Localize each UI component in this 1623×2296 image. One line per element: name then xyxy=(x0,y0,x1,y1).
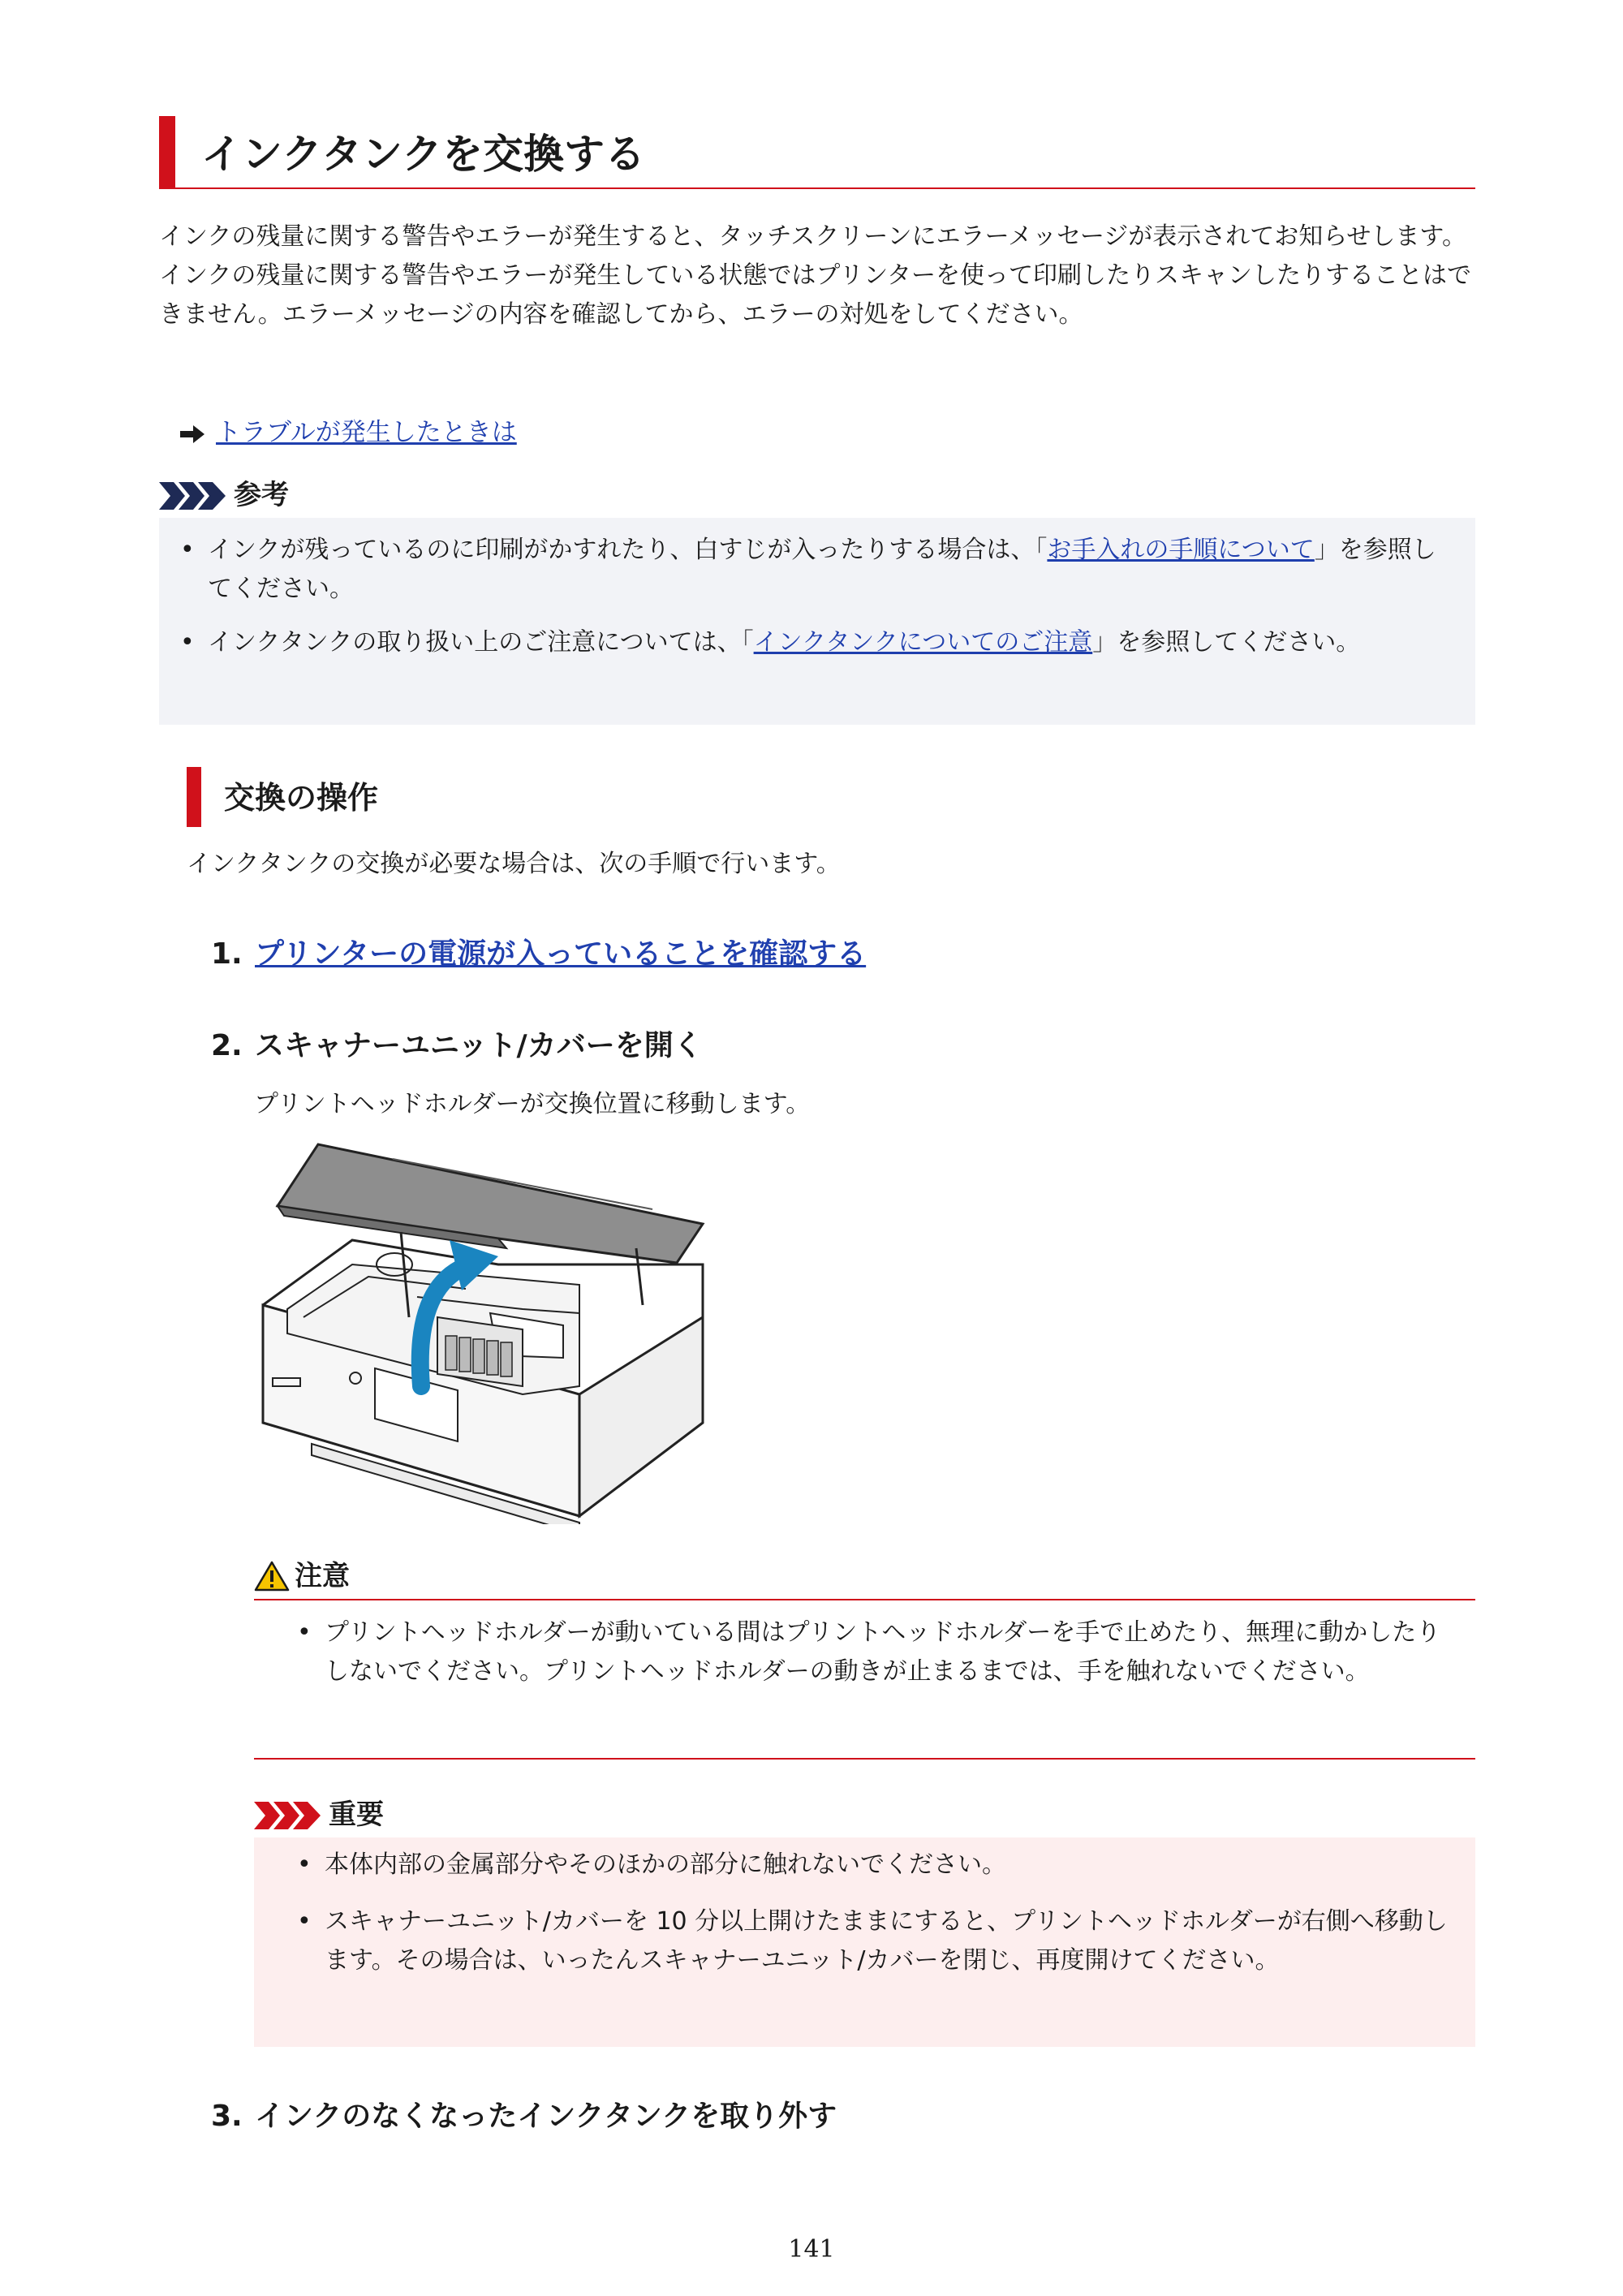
title-underline xyxy=(159,187,1475,189)
step-1: 1. プリンターの電源が入っていることを確認する xyxy=(211,937,867,971)
important-label: 重要 xyxy=(329,1798,384,1831)
maintenance-procedure-link[interactable]: お手入れの手順について xyxy=(1047,536,1315,564)
step-1-link[interactable]: プリンターの電源が入っていることを確認する xyxy=(255,937,867,971)
caution-label: 注意 xyxy=(295,1560,350,1592)
step-3-title: インクのなくなったインクタンクを取り外す xyxy=(255,2100,837,2133)
title-accent-bar xyxy=(159,116,175,187)
important-box: • 本体内部の金属部分やそのほかの部分に触れないでください。 • スキャナーユニット/カバーを 10 分以上開けたままにすると、プリントヘッドホルダーが右側へ移動します。その場合は、いったんスキャナーユニット/カバーを閉じ、再度開けてください。 xyxy=(254,1837,1475,2047)
intro-paragraph: インクの残量に関する警告やエラーが発生すると、タッチスクリーンにエラーメッセージが表示されてお知らせします。インクの残量に関する警告やエラーが発生している状態ではプリンターを使って印刷したりスキャンしたりすることはできません。エラーメッセージの内容を確認してから、エラーの対処をしてください。 xyxy=(159,222,1471,329)
section-title: 交換の操作 xyxy=(224,780,379,816)
triple-chevron-icon xyxy=(159,482,226,510)
right-arrow-icon xyxy=(180,425,204,443)
page-number: 141 xyxy=(788,2235,835,2264)
step-2-description: プリントヘッドホルダーが交換位置に移動します。 xyxy=(254,1090,811,1118)
step-3: 3. インクのなくなったインクタンクを取り外す xyxy=(211,2100,837,2133)
reference-label: 参考 xyxy=(234,479,289,511)
ink-tank-notes-link[interactable]: インクタンクについてのご注意 xyxy=(753,628,1093,657)
warning-triangle-icon xyxy=(254,1561,290,1592)
trouble-link[interactable]: トラブルが発生したときは xyxy=(216,418,517,447)
step-2: 2. スキャナーユニット/カバーを開く xyxy=(211,1029,703,1062)
triple-chevron-icon xyxy=(254,1802,321,1829)
step-2-title: スキャナーユニット/カバーを開く xyxy=(255,1029,703,1062)
trouble-link-row xyxy=(180,412,517,453)
caution-divider-bottom xyxy=(254,1758,1475,1760)
section-intro: インクタンクの交換が必要な場合は、次の手順で行います。 xyxy=(187,850,841,878)
page-title: インクタンクを交換する xyxy=(201,131,645,178)
section-accent-bar xyxy=(187,767,201,827)
caution-divider-top xyxy=(254,1599,1475,1600)
printer-open-cover-illustration xyxy=(255,1143,709,1524)
reference-box: • インクが残っているのに印刷がかすれたり、白すじが入ったりする場合は、「お手入れの手順について」を参照してください。 • インクタンクの取り扱い上のご注意については、「インクタンクについてのご注意」を参照してください。 xyxy=(159,518,1475,725)
